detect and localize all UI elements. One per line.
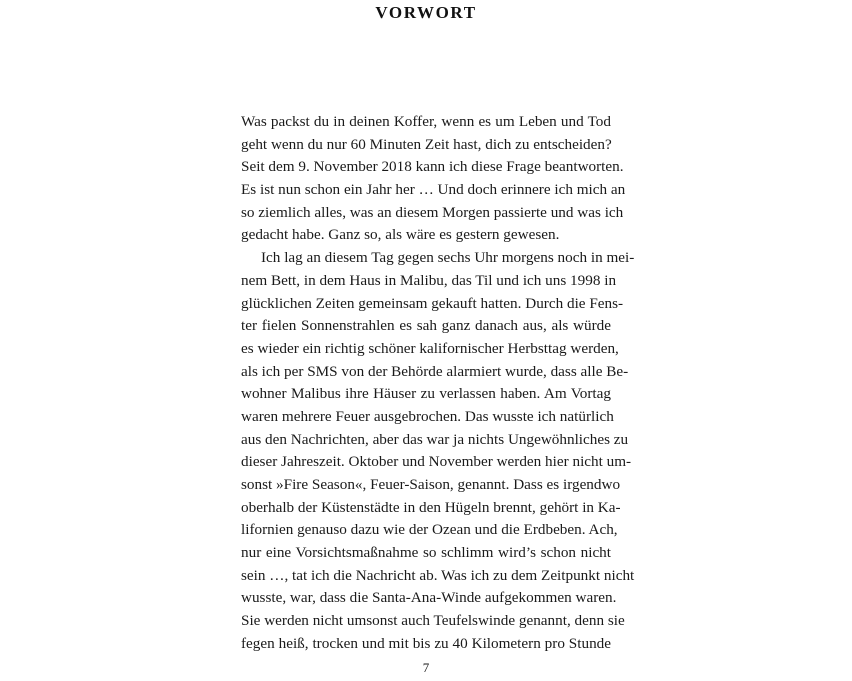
text-line: glücklichen Zeiten gemeinsam gekauft hatten. Durch die Fens- xyxy=(241,294,624,312)
text-line: geht wenn du nur 60 Minuten Zeit hast, dich zu entscheiden? xyxy=(241,135,612,153)
text-line: fegen heiß, trocken und mit bis zu 40 Kilometern pro Stunde xyxy=(241,634,611,652)
text-line: lifornien genauso dazu wie der Ozean und die Erdbeben. Ach, xyxy=(241,521,618,539)
text-line: Ich lag an diesem Tag gegen sechs Uhr morgens noch in mei- xyxy=(261,249,635,267)
text-line: es wieder ein richtig schöner kalifornischer Herbsttag werden, xyxy=(241,339,619,357)
text-line: nem Bett, in dem Haus in Malibu, das Til und ich uns 1998 in xyxy=(241,271,617,289)
text-line: Was packst du in deinen Koffer, wenn es um Leben und Tod xyxy=(241,113,611,130)
chapter-heading: VORWORT xyxy=(375,3,477,22)
text-line: aus den Nachrichten, aber das war ja nichts Ungewöhnliches zu xyxy=(241,430,629,448)
text-line: gedacht habe. Ganz so, als wäre es gestern gewesen. xyxy=(241,226,560,244)
text-line: waren mehrere Feuer ausgebrochen. Das wusste ich natürlich xyxy=(241,407,614,425)
text-line: ter fielen Sonnenstrahlen es sah ganz danach aus, als würde xyxy=(241,317,611,335)
text-line: wusste, war, dass die Santa-Ana-Winde aufgekommen waren. xyxy=(241,589,617,607)
page-number: 7 xyxy=(422,660,430,675)
text-line: Es ist nun schon ein Jahr her … Und doch erinnere ich mich an xyxy=(241,181,626,199)
text-line: oberhalb der Küstenstädte in den Hügeln brennt, gehört in Ka- xyxy=(241,498,621,516)
text-line: Sie werden nicht umsonst auch Teufelswinde genannt, denn sie xyxy=(241,612,625,630)
text-line: wohner Malibus ihre Häuser zu verlassen haben. Am Vortag xyxy=(241,385,611,403)
text-line: Seit dem 9. November 2018 kann ich diese Frage beantworten. xyxy=(241,158,624,176)
text-line: sonst »Fire Season«, Feuer-Saison, genannt. Dass es irgendwo xyxy=(241,476,621,493)
text-line: nur eine Vorsichtsmaßnahme so schlimm wird’s schon nicht xyxy=(241,544,611,562)
text-line: als ich per SMS von der Behörde alarmiert wurde, dass alle Be- xyxy=(241,362,629,380)
text-line: sein …, tat ich die Nachricht ab. Was ich zu dem Zeitpunkt nicht xyxy=(241,566,635,584)
text-line: dieser Jahreszeit. Oktober und November werden hier nicht um- xyxy=(241,453,632,471)
body-text xyxy=(241,111,635,656)
text-line: so ziemlich alles, was an diesem Morgen passierte und was ich xyxy=(241,203,624,221)
